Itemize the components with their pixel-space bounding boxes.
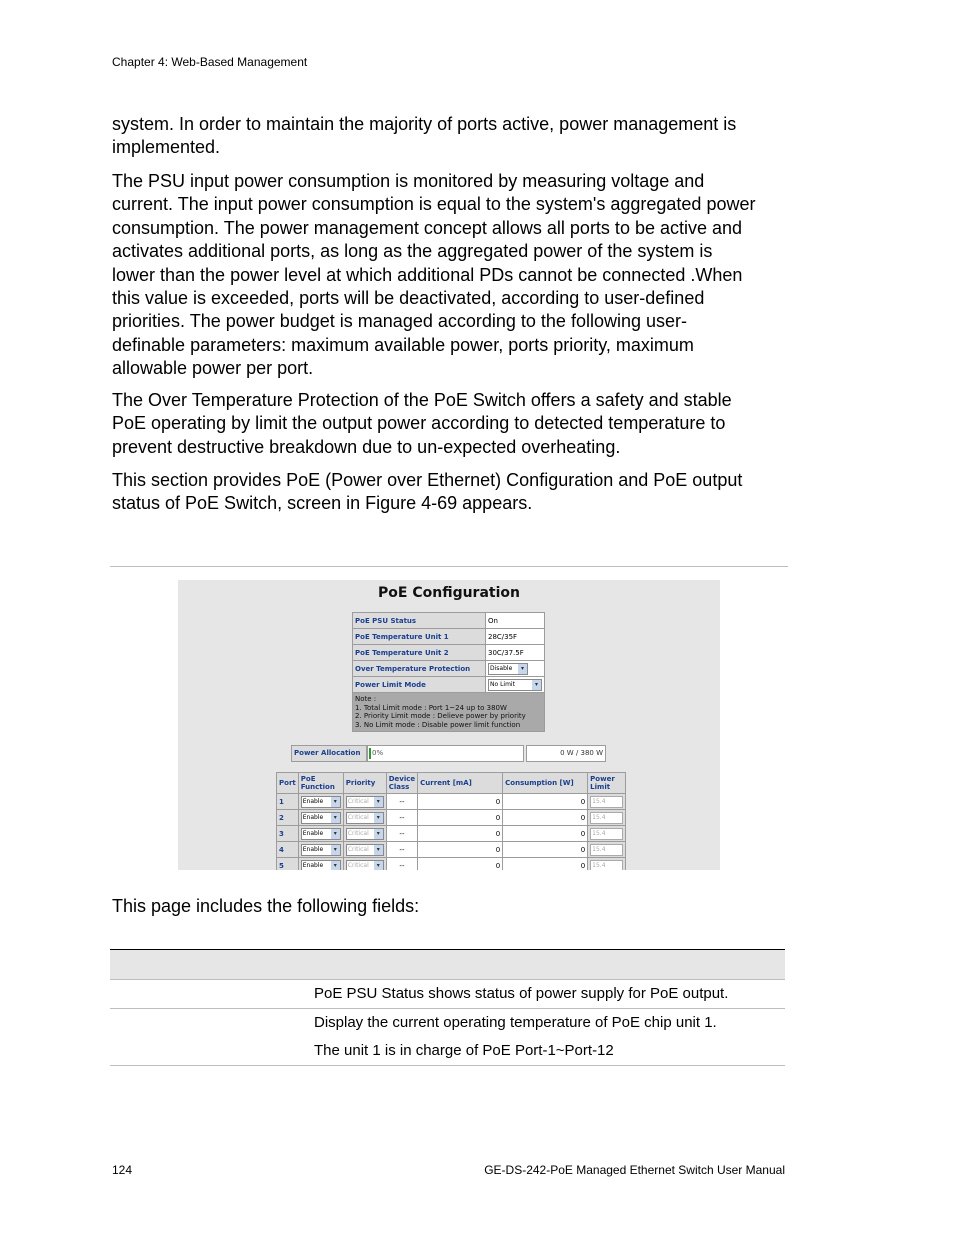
paragraph-2 bbox=[112, 170, 802, 381]
priority-select[interactable] bbox=[346, 812, 384, 824]
port-number: 4 bbox=[277, 842, 299, 858]
status-label: PoE Temperature Unit 1 bbox=[353, 629, 486, 645]
text-line: activates additional ports, as long as the aggregated power of the system is bbox=[112, 241, 713, 262]
text-line: The Over Temperature Protection of the PoE Switch offers a safety and stable bbox=[112, 390, 732, 410]
col-device-class: Device Class bbox=[386, 773, 417, 794]
priority-value: Critical bbox=[347, 845, 369, 853]
consumption-w: 0 bbox=[503, 826, 588, 842]
paragraph-4 bbox=[112, 469, 802, 516]
priority-select[interactable] bbox=[346, 828, 384, 840]
text-line: implemented. bbox=[112, 137, 221, 158]
chevron-down-icon: ▾ bbox=[374, 861, 383, 871]
note-line: 3. No Limit mode : Disable power limit function bbox=[355, 720, 521, 729]
power-allocation-bar bbox=[367, 745, 524, 762]
status-value: 28C/35F bbox=[486, 629, 545, 645]
col-poe-function: PoE Function bbox=[298, 773, 343, 794]
poe-function-select[interactable] bbox=[301, 828, 341, 840]
power-allocation-percent: 0% bbox=[372, 749, 384, 757]
priority-value: Critical bbox=[347, 797, 369, 805]
text-line: status of PoE Switch, screen in Figure 4-69 appears. bbox=[112, 493, 533, 514]
priority-value: Critical bbox=[347, 813, 369, 821]
power-limit-input[interactable]: 15.4 bbox=[590, 796, 623, 808]
col-priority: Priority bbox=[343, 773, 386, 794]
port-number: 1 bbox=[277, 794, 299, 810]
poe-function-value: Enable bbox=[302, 845, 324, 853]
chevron-down-icon: ▾ bbox=[331, 861, 340, 871]
chevron-down-icon: ▾ bbox=[374, 845, 383, 855]
port-number: 2 bbox=[277, 810, 299, 826]
plm-select-value: No Limit bbox=[490, 680, 515, 688]
status-label: Power Limit Mode bbox=[353, 677, 486, 693]
chevron-down-icon: ▾ bbox=[331, 813, 340, 823]
poe-function-value: Enable bbox=[302, 797, 324, 805]
current-ma: 0 bbox=[418, 810, 503, 826]
chevron-down-icon: ▾ bbox=[374, 797, 383, 807]
text-line: prevent destructive breakdown due to un-expected overheating. bbox=[112, 436, 621, 457]
poe-function-select[interactable] bbox=[301, 860, 341, 871]
col-current: Current [mA] bbox=[418, 773, 503, 794]
field-description: Display the current operating temperature of PoE chip unit 1. bbox=[314, 1014, 717, 1031]
current-ma: 0 bbox=[418, 858, 503, 871]
note-row bbox=[353, 693, 545, 732]
power-allocation-label: Power Allocation bbox=[291, 745, 367, 762]
device-class: -- bbox=[386, 858, 417, 871]
text-line: system. In order to maintain the majority of ports active, power management is bbox=[112, 114, 737, 134]
paragraph-3 bbox=[112, 389, 802, 459]
fields-intro: This page includes the following fields: bbox=[112, 896, 420, 916]
power-limit-mode-select[interactable] bbox=[488, 679, 542, 691]
port-number: 5 bbox=[277, 858, 299, 871]
chapter-header: Chapter 4: Web-Based Management bbox=[112, 55, 308, 69]
poe-function-value: Enable bbox=[302, 813, 324, 821]
poe-function-select[interactable] bbox=[301, 812, 341, 824]
port-row bbox=[277, 810, 626, 826]
note-line: 1. Total Limit mode : Port 1~24 up to 380W bbox=[355, 703, 507, 712]
current-ma: 0 bbox=[418, 826, 503, 842]
col-consumption: Consumption [W] bbox=[503, 773, 588, 794]
text-line: This section provides PoE (Power over Ethernet) Configuration and PoE output bbox=[112, 470, 743, 490]
device-class: -- bbox=[386, 810, 417, 826]
device-class: -- bbox=[386, 826, 417, 842]
port-number: 3 bbox=[277, 826, 299, 842]
chevron-down-icon: ▾ bbox=[532, 680, 541, 690]
status-row bbox=[353, 677, 545, 693]
chevron-down-icon: ▾ bbox=[374, 813, 383, 823]
status-label: PoE PSU Status bbox=[353, 613, 486, 629]
poe-config-title: PoE Configuration bbox=[378, 585, 520, 601]
poe-function-select[interactable] bbox=[301, 796, 341, 808]
priority-value: Critical bbox=[347, 829, 369, 837]
power-limit-input[interactable]: 15.4 bbox=[590, 812, 623, 824]
power-limit-input[interactable]: 15.4 bbox=[590, 828, 623, 840]
port-row bbox=[277, 842, 626, 858]
port-table bbox=[276, 772, 626, 870]
status-label: PoE Temperature Unit 2 bbox=[353, 645, 486, 661]
port-table-header bbox=[277, 773, 626, 794]
chevron-down-icon: ▾ bbox=[331, 797, 340, 807]
status-row bbox=[353, 629, 545, 645]
text-line: priorities. The power budget is managed according to the following user- bbox=[112, 311, 687, 332]
consumption-w: 0 bbox=[503, 810, 588, 826]
text-line: current. The input power consumption is equal to the system's aggregated power bbox=[112, 194, 756, 215]
priority-value: Critical bbox=[347, 861, 369, 869]
poe-status-table bbox=[352, 612, 545, 732]
chevron-down-icon: ▾ bbox=[374, 829, 383, 839]
priority-select[interactable] bbox=[346, 860, 384, 871]
text-line: definable parameters: maximum available power, ports priority, maximum bbox=[112, 334, 694, 355]
power-limit-input[interactable]: 15.4 bbox=[590, 844, 623, 856]
priority-select[interactable] bbox=[346, 844, 384, 856]
manual-title: GE-DS-242-PoE Managed Ethernet Switch User Manual bbox=[484, 1163, 785, 1177]
col-port: Port bbox=[277, 773, 299, 794]
text-line: PoE operating by limit the output power according to detected temperature to bbox=[112, 413, 726, 434]
fields-table-bottom-rule bbox=[110, 1065, 785, 1066]
priority-select[interactable] bbox=[346, 796, 384, 808]
port-row bbox=[277, 858, 626, 871]
status-value: 30C/37.5F bbox=[486, 645, 545, 661]
power-mode-note bbox=[353, 693, 545, 732]
power-allocation-watts: 0 W / 380 W bbox=[526, 745, 606, 762]
paragraph-1 bbox=[112, 113, 802, 160]
consumption-w: 0 bbox=[503, 842, 588, 858]
text-line: this value is exceeded, ports will be deactivated, according to user-defined bbox=[112, 288, 705, 309]
field-description: The unit 1 is in charge of PoE Port-1~Port-12 bbox=[314, 1042, 614, 1059]
poe-function-value: Enable bbox=[302, 861, 324, 869]
fields-row-divider bbox=[110, 1008, 785, 1009]
power-allocation-fill bbox=[369, 748, 371, 759]
page-number: 124 bbox=[112, 1163, 133, 1177]
col-power-limit: Power Limit bbox=[588, 773, 626, 794]
text-line: allowable power per port. bbox=[112, 358, 314, 379]
otp-select-value: Disable bbox=[490, 664, 513, 672]
field-description: PoE PSU Status shows status of power supply for PoE output. bbox=[314, 985, 729, 1002]
note-line: 2. Priority Limit mode : Delieve power by priority bbox=[355, 712, 526, 720]
status-label: Over Temperature Protection bbox=[353, 661, 486, 677]
power-limit-input[interactable]: 15.4 bbox=[590, 860, 623, 871]
consumption-w: 0 bbox=[503, 858, 588, 871]
text-line: The PSU input power consumption is monitored by measuring voltage and bbox=[112, 171, 705, 191]
text-line: consumption. The power management concept allows all ports to be active and bbox=[112, 217, 743, 238]
current-ma: 0 bbox=[418, 794, 503, 810]
current-ma: 0 bbox=[418, 842, 503, 858]
status-row bbox=[353, 613, 545, 629]
poe-configuration-screenshot bbox=[178, 580, 720, 870]
device-class: -- bbox=[386, 842, 417, 858]
status-value: On bbox=[486, 613, 545, 629]
poe-function-select[interactable] bbox=[301, 844, 341, 856]
otp-select[interactable] bbox=[488, 663, 528, 675]
status-row bbox=[353, 645, 545, 661]
device-class: -- bbox=[386, 794, 417, 810]
note-line: Note : bbox=[355, 695, 377, 703]
chevron-down-icon: ▾ bbox=[518, 664, 527, 674]
port-row bbox=[277, 826, 626, 842]
text-line: lower than the power level at which additional PDs cannot be connected .When bbox=[112, 264, 743, 285]
fields-table-header bbox=[110, 950, 785, 980]
figure-divider bbox=[110, 566, 788, 567]
chevron-down-icon: ▾ bbox=[331, 829, 340, 839]
status-row bbox=[353, 661, 545, 677]
poe-function-value: Enable bbox=[302, 829, 324, 837]
port-row bbox=[277, 794, 626, 810]
consumption-w: 0 bbox=[503, 794, 588, 810]
chevron-down-icon: ▾ bbox=[331, 845, 340, 855]
